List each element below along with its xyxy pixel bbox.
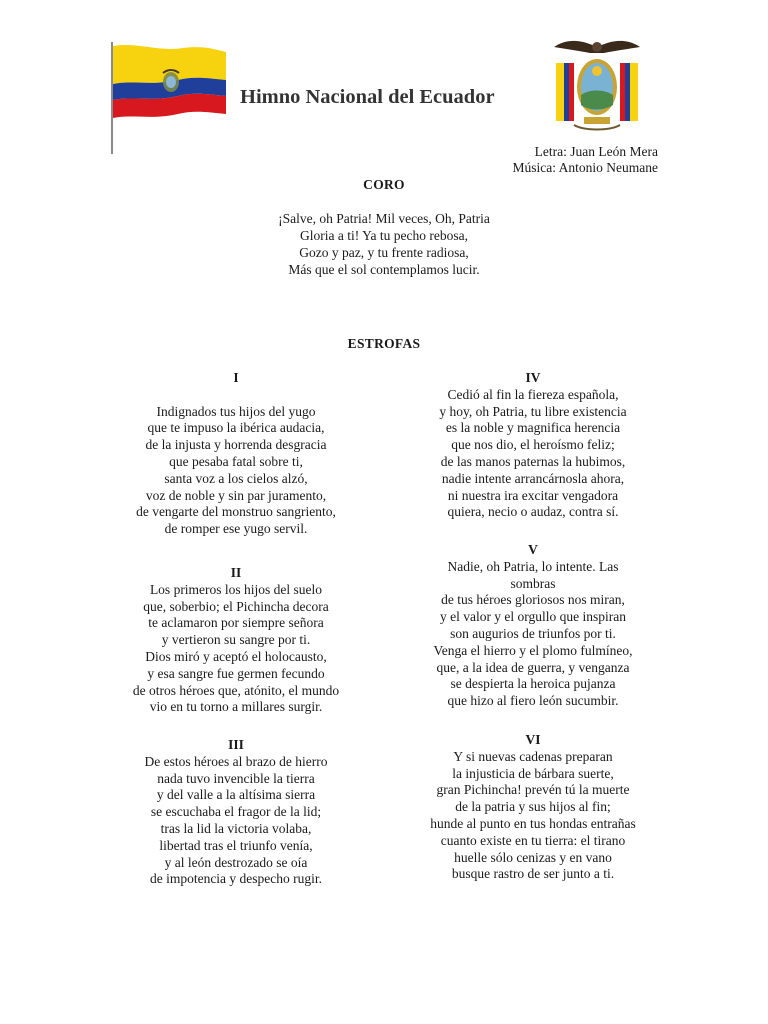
stanza-numeral: III — [228, 737, 244, 752]
stanza-line: y esa sangre fue germen fecundo — [147, 665, 325, 681]
stanza-line: la injusticia de bárbara suerte, — [452, 765, 614, 781]
stanza-line: voz de noble y sin par juramento, — [145, 487, 327, 503]
stanza-line: de otros héroes que, atónito, el mundo — [132, 682, 340, 698]
stanza-line: ni nuestra ira excitar vengadora — [447, 487, 619, 503]
stanza-line: de impotencia y despecho rugir. — [149, 871, 323, 887]
coro-line: Gloria a ti! Ya tu pecho rebosa, — [300, 228, 468, 243]
stanza-2 — [100, 565, 372, 716]
coro-line: Gozo y paz, y tu frente radiosa, — [299, 245, 469, 260]
coro-line: ¡Salve, oh Patria! Mil veces, Oh, Patria — [278, 211, 490, 226]
stanza-line: libertad tras el triunfo venía, — [159, 837, 313, 853]
stanza-5 — [398, 542, 668, 710]
stanza-line: Los primeros los hijos del suelo — [149, 581, 323, 597]
stanza-line: Dios miró y aceptó el holocausto, — [145, 648, 327, 664]
stanza-line: y hoy, oh Patria, tu libre existencia — [439, 403, 627, 419]
stanza-line: Venga el hierro y el plomo fulmíneo, — [433, 642, 633, 658]
stanza-line: de la injusta y horrenda desgracia — [145, 437, 327, 453]
ecuador-flag-icon — [108, 40, 230, 156]
stanza-line: vio en tu torno a millares surgir. — [149, 699, 323, 715]
stanza-line: se despierta la heroica pujanza — [450, 676, 616, 692]
stanza-line: te aclamaron por siempre señora — [148, 615, 324, 631]
stanza-line: que nos dio, el heroísmo feliz; — [451, 437, 615, 453]
stanza-line: hunde al punto en tus hondas entrañas — [430, 815, 636, 831]
coro-line: Más que el sol contemplamos lucir. — [288, 262, 480, 277]
stanza-column-left — [100, 370, 372, 900]
stanza-line: que, a la idea de guerra, y venganza — [436, 659, 630, 675]
stanza-line: huelle sólo cenizas y en vano — [454, 849, 612, 865]
stanza-line: tras la lid la victoria volaba, — [160, 820, 312, 836]
stanza-line: Nadie, oh Patria, lo intente. Las sombras — [447, 558, 619, 591]
stanza-line: de la patria y sus hijos al fin; — [455, 799, 611, 815]
stanza-line: se escuchaba el fragor de la lid; — [150, 804, 322, 820]
stanza-line: nada tuvo invencible la tierra — [157, 770, 315, 786]
coro-lyrics — [0, 210, 768, 278]
stanza-1 — [100, 370, 372, 538]
stanza-3 — [100, 737, 372, 888]
stanza-line: de las manos paternas la hubimos, — [440, 453, 626, 469]
stanza-numeral: VI — [525, 732, 541, 747]
stanza-numeral: II — [230, 565, 242, 580]
stanza-line: son augurios de triunfos por ti. — [450, 625, 616, 641]
stanza-line: de tus héroes gloriosos nos miran, — [441, 592, 625, 608]
stanza-4 — [398, 370, 668, 521]
stanza-line: que pesaba fatal sobre ti, — [169, 453, 303, 469]
credits — [513, 144, 658, 176]
stanza-line: De estos héroes al brazo de hierro — [144, 753, 328, 769]
stanza-line: y al león destrozado se oía — [164, 854, 308, 870]
music-credit: Música: Antonio Neumane — [512, 160, 658, 175]
stanza-line: cuanto existe en tu tierra: el tirano — [440, 832, 626, 848]
stanza-6 — [398, 732, 668, 883]
stanza-numeral: I — [233, 370, 239, 385]
coro-heading: CORO — [363, 177, 405, 192]
estrofas-heading: ESTROFAS — [347, 336, 421, 351]
stanza-line: y del valle a la altísima sierra — [156, 787, 316, 803]
stanza-line: y el valor y el orgullo que inspiran — [439, 609, 627, 625]
ecuador-coat-of-arms-icon — [544, 33, 650, 139]
stanza-line: quiera, necio o audaz, contra sí. — [447, 504, 619, 520]
stanza-line: de romper ese yugo servil. — [164, 521, 308, 537]
stanza-line: Indignados tus hijos del yugo — [156, 403, 316, 419]
stanza-line: busque rastro de ser junto a ti. — [451, 866, 615, 882]
stanza-line: santa voz a los cielos alzó, — [164, 470, 308, 486]
stanza-line: Y si nuevas cadenas preparan — [453, 748, 613, 764]
page-title: Himno Nacional del Ecuador — [240, 86, 495, 108]
stanza-line: gran Pichincha! prevén tú la muerte — [436, 782, 630, 798]
stanza-column-right — [398, 370, 668, 900]
stanza-line: que te impuso la ibérica audacia, — [147, 420, 325, 436]
stanza-line: es la noble y magnifica herencia — [445, 420, 621, 436]
stanza-line: que, soberbio; el Pichincha decora — [143, 598, 329, 614]
stanza-numeral: V — [528, 542, 538, 557]
stanza-line: que hizo al fiero león sucumbir. — [447, 693, 619, 709]
stanza-line: y vertieron su sangre por ti. — [161, 632, 311, 648]
stanza-line: nadie intente arrancárnosla ahora, — [441, 470, 625, 486]
lyrics-credit: Letra: Juan León Mera — [534, 144, 658, 159]
stanza-numeral: IV — [525, 370, 541, 385]
stanza-line: Cedió al fin la fiereza española, — [447, 386, 619, 402]
stanza-line: de vengarte del monstruo sangriento, — [136, 504, 336, 520]
